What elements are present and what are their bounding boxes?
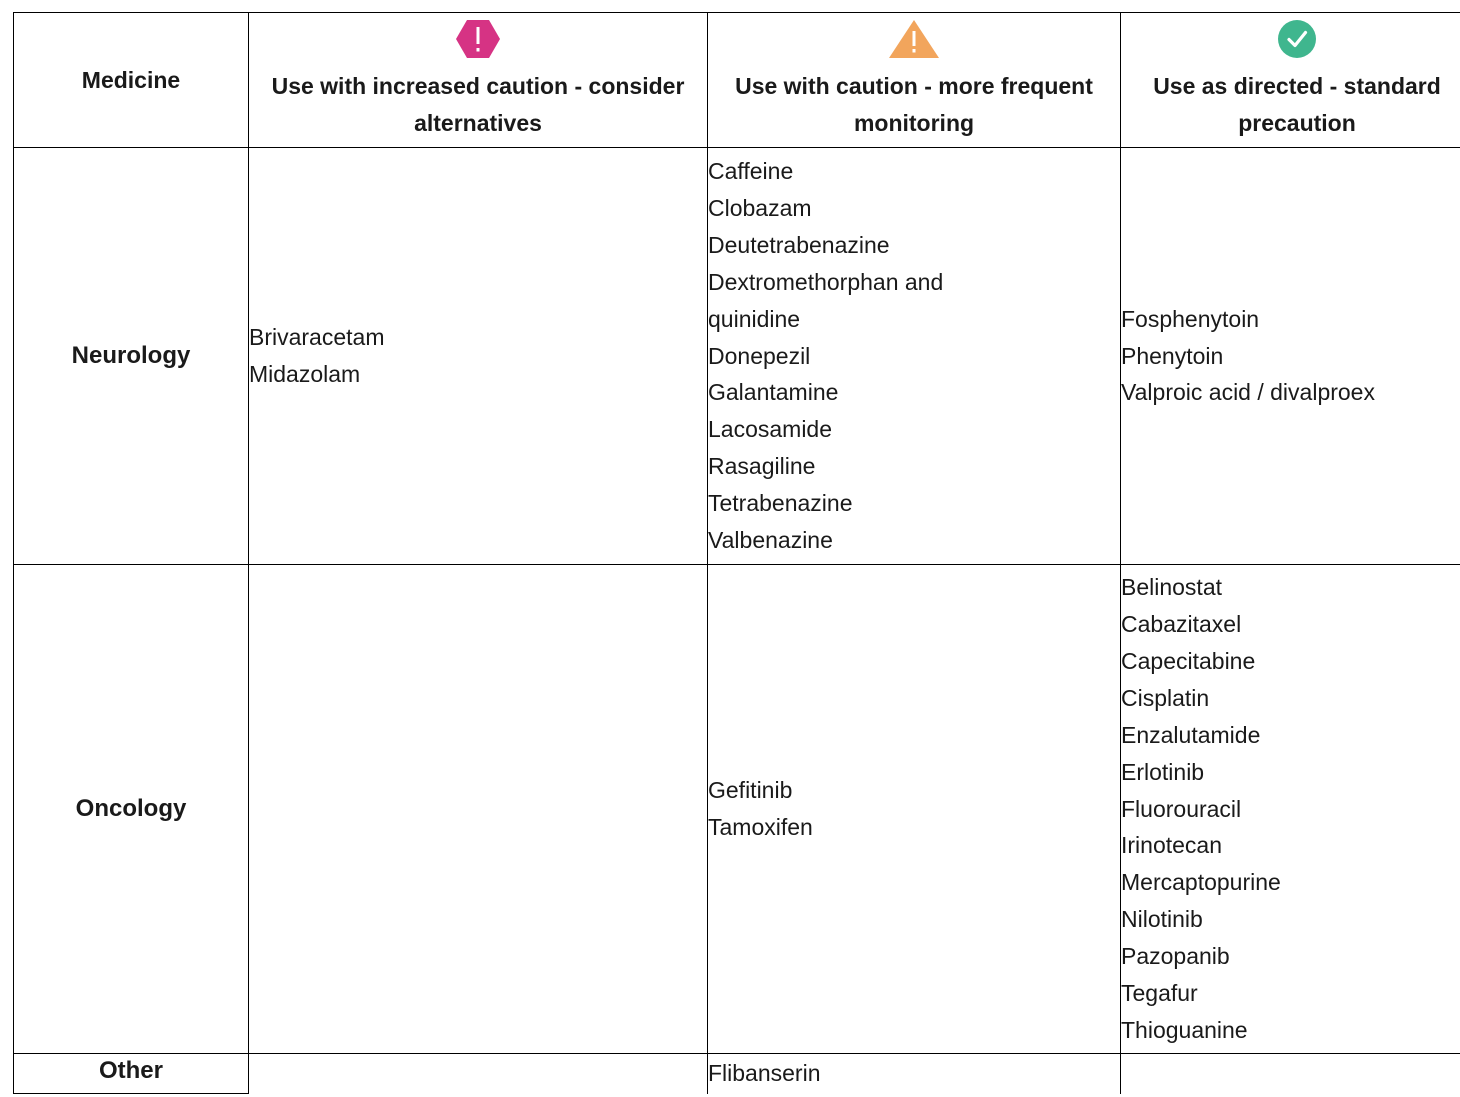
header-increased-caution xyxy=(249,13,708,148)
as-directed-cell xyxy=(1121,148,1460,565)
medicine-item: Valproic acid / divalproex xyxy=(1121,379,1375,406)
as-directed-cell xyxy=(1121,565,1460,1054)
medicine-item: Thioguanine xyxy=(1121,1016,1248,1043)
header-caution xyxy=(708,13,1121,148)
table-row xyxy=(14,1054,1460,1094)
header-increased-caution-label: Use with increased caution - consider alternatives xyxy=(271,73,685,136)
medicine-item: Erlotinib xyxy=(1121,758,1205,785)
medicine-item: Rasagiline xyxy=(708,453,816,480)
medicine-item: Phenytoin xyxy=(1121,342,1224,369)
medicine-item: Pazopanib xyxy=(1121,943,1230,970)
medicine-item: Dextromethorphan and quinidine xyxy=(708,268,944,332)
medicine-item: Lacosamide xyxy=(708,416,833,443)
medicine-item: Tegafur xyxy=(1121,980,1198,1007)
header-caution-label: Use with caution - more frequent monitoring xyxy=(735,73,1093,136)
medicine-item: Midazolam xyxy=(249,361,361,387)
medicine-item: Fosphenytoin xyxy=(1121,305,1260,332)
category-cell xyxy=(14,148,249,565)
medicine-item: Caffeine xyxy=(708,158,794,185)
caution-cell xyxy=(708,565,1121,1054)
medicine-item: Tamoxifen xyxy=(708,814,813,840)
check-circle-icon xyxy=(1121,20,1460,58)
medicine-item: Nilotinib xyxy=(1121,906,1203,933)
header-as-directed-label: Use as directed - standard precaution xyxy=(1153,73,1441,136)
medicine-item: Fluorouracil xyxy=(1121,795,1242,822)
header-row xyxy=(14,13,1460,148)
table-row xyxy=(14,148,1460,565)
category-label: Oncology xyxy=(75,795,187,822)
medicine-caution-table xyxy=(13,12,1460,1094)
medicine-item: Gefitinib xyxy=(708,777,793,804)
medicine-item: Galantamine xyxy=(708,379,839,406)
medicine-item: Valbenazine xyxy=(708,527,833,554)
medicine-item: Brivaracetam xyxy=(249,324,385,351)
medicine-item: Cisplatin xyxy=(1121,684,1210,711)
header-as-directed xyxy=(1121,13,1460,148)
category-label: Neurology xyxy=(71,342,191,369)
category-cell xyxy=(14,565,249,1054)
warning-triangle-icon xyxy=(708,20,1120,58)
medicine-item: Deutetrabenazine xyxy=(708,231,890,258)
as-directed-cell xyxy=(1121,1054,1460,1094)
category-cell xyxy=(14,1054,249,1094)
increased-caution-cell xyxy=(249,565,708,1054)
caution-cell xyxy=(708,1054,1121,1094)
medicine-item: Donepezil xyxy=(708,342,811,369)
category-label: Other xyxy=(98,1057,163,1084)
medicine-item: Capecitabine xyxy=(1121,647,1256,674)
medicine-item: Mercaptopurine xyxy=(1121,869,1281,896)
table-row xyxy=(14,565,1460,1054)
medicine-item: Cabazitaxel xyxy=(1121,611,1242,638)
caution-cell xyxy=(708,148,1121,565)
increased-caution-cell xyxy=(249,148,708,565)
medicine-item: Tetrabenazine xyxy=(708,490,853,517)
header-medicine-label: Medicine xyxy=(81,66,181,93)
increased-caution-cell xyxy=(249,1054,708,1094)
medicine-item: Clobazam xyxy=(708,194,812,221)
medicine-item: Irinotecan xyxy=(1121,832,1223,859)
medicine-item: Belinostat xyxy=(1121,574,1223,601)
header-medicine xyxy=(14,13,249,148)
medicine-item: Flibanserin xyxy=(708,1060,821,1086)
exclamation-hexagon-icon xyxy=(249,20,707,58)
medicine-item: Enzalutamide xyxy=(1121,721,1261,748)
